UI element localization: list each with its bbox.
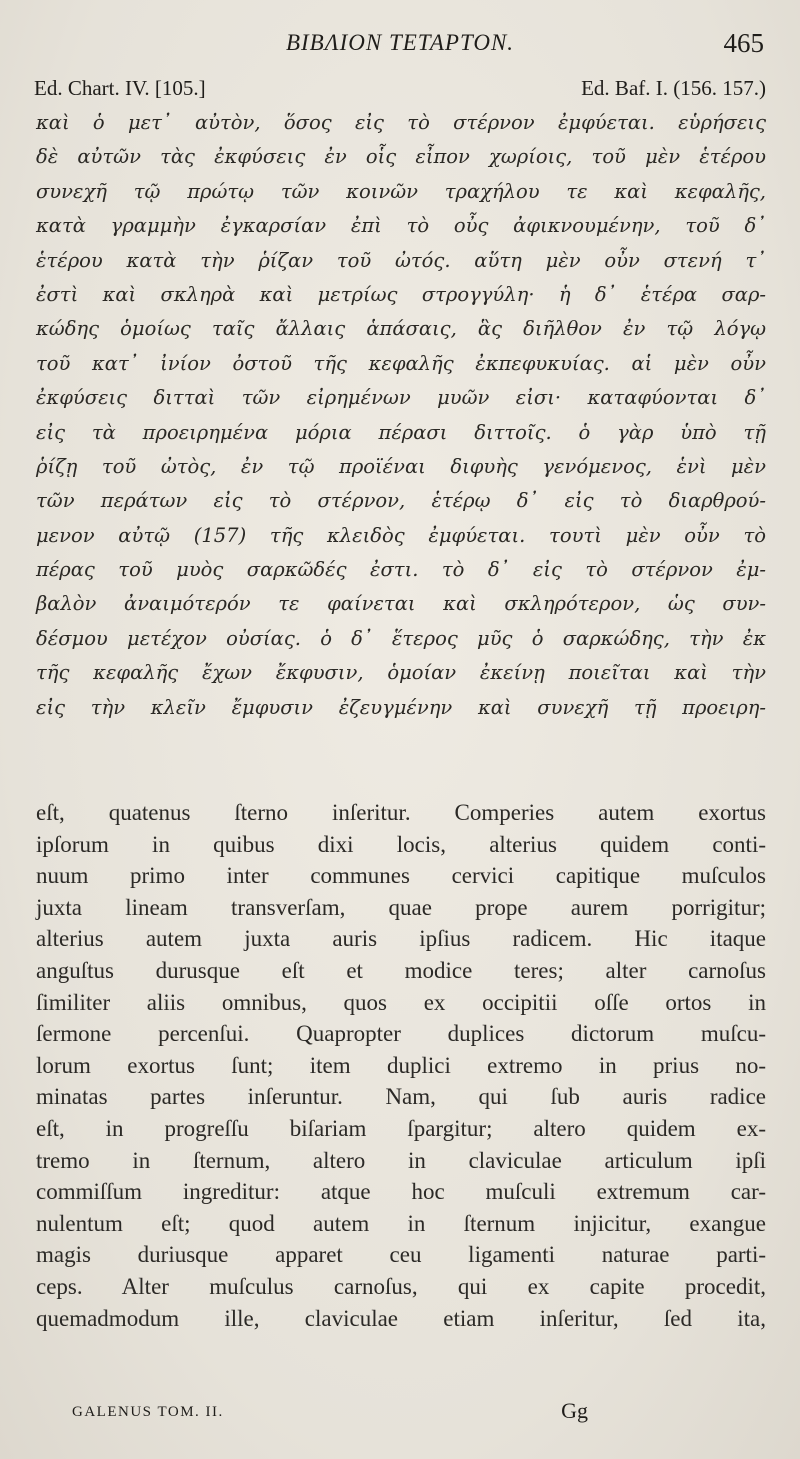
greek-text-block: [36, 106, 766, 725]
greek-text-line: βαλὸν ἀναιμότερόν τε φαίνεται καὶ σκληρότερον, ὡς συν-: [36, 592, 766, 616]
greek-text-line: εἰς τὰ προειρημένα μόρια πέρασι διττοῖς. ὁ γὰρ ὑπὸ τῇ: [36, 420, 766, 444]
greek-text-line: εἰς τὴν κλεῖν ἔμφυσιν ἐζευγμένην καὶ συνεχῆ τῇ προειρη-: [36, 695, 766, 719]
latin-text-line: juxta lineam transverſam, quae prope aurem porrigitur;: [36, 894, 766, 920]
latin-text-line: anguſtus durusque eſt et modice teres; alter carnoſus: [36, 957, 766, 983]
latin-text-line: eſt, quatenus ſterno inſeritur. Comperies autem exortus: [36, 800, 766, 825]
greek-text-line: καὶ ὁ μετ᾽ αὐτὸν, ὅσος εἰς τὸ στέρνον ἐμφύεται. εὑρήσεις: [36, 111, 766, 134]
greek-text-line: δὲ αὐτῶν τὰς ἐκφύσεις ἐν οἷς εἶπον χωρίοις, τοῦ μὲν ἑτέρου: [36, 145, 766, 169]
latin-text-line: tremo in ſternum, altero in claviculae articulum ipſi: [36, 1147, 766, 1173]
greek-text-line: ἑτέρου κατὰ τὴν ῥίζαν τοῦ ὠτός. αὕτη μὲν οὖν στενή τ᾽: [36, 248, 766, 272]
running-title: BIBΛION TETAPTON.: [285, 30, 515, 55]
greek-text-line: ἐκφύσεις διτταὶ τῶν εἰρημένων μυῶν εἰσι· καταφύονται δ᾽: [36, 386, 766, 410]
latin-text-line: ceps. Alter muſculus carnoſus, qui ex capite procedit,: [36, 1273, 766, 1299]
latin-text-block: [36, 797, 766, 1334]
latin-text-line: eſt, in progreſſu biſariam ſpargitur; altero quidem ex-: [36, 1115, 766, 1141]
greek-text-line: ἐστὶ καὶ σκληρὰ καὶ μετρίως στρογγύλη· ἡ δ᾽ ἑτέρα σαρ-: [36, 282, 766, 306]
latin-text-line: minatas partes inſeruntur. Nam, qui ſub auris radice: [36, 1084, 766, 1110]
greek-text-line: κατὰ γραμμὴν ἐγκαρσίαν ἐπὶ τὸ οὖς ἀφικνουμένην, τοῦ δ᾽: [36, 214, 766, 238]
running-head: [0, 30, 800, 64]
latin-text-line: nulentum eſt; quod autem in ſternum injicitur, exangue: [36, 1210, 766, 1236]
greek-text-line: μενον αὐτῷ (157) τῆς κλειδὸς ἐμφύεται. τουτὶ μὲν οὖν τὸ: [36, 523, 766, 547]
footer-volume-label: GALENUS TOM. II.: [72, 1404, 224, 1420]
greek-text-line: τῆς κεφαλῆς ἔχων ἔκφυσιν, ὁμοίαν ἐκείνῃ ποιεῖται καὶ τὴν: [36, 661, 766, 685]
greek-text-line: κώδης ὁμοίως ταῖς ἄλλαις ἁπάσαις, ἃς διῆλθον ἐν τῷ λόγῳ: [36, 317, 766, 341]
latin-text-line: nuum primo inter communes cervici capitique muſculos: [36, 863, 766, 889]
edition-reference-basel: Ed. Baf. I. (156. 157.): [581, 76, 766, 100]
latin-text-line: alterius autem juxta auris ipſius radicem. Hic itaque: [36, 926, 766, 952]
latin-text-line: lorum exortus ſunt; item duplici extremo in prius no-: [36, 1052, 766, 1078]
greek-text-line: τῶν περάτων εἰς τὸ στέρνον, ἑτέρῳ δ᾽ εἰς τὸ διαρθρού-: [36, 489, 766, 513]
latin-text-line: ipſorum in quibus dixi locis, alterius quidem conti-: [36, 831, 766, 857]
edition-reference-line: [34, 76, 766, 102]
latin-text-line: quemadmodum ille, claviculae etiam inſeritur, ſed ita,: [36, 1305, 766, 1331]
latin-text-line: magis duriusque apparet ceu ligamenti naturae parti-: [36, 1242, 766, 1268]
greek-text-line: τοῦ κατ᾽ ἰνίον ὀστοῦ τῆς κεφαλῆς ἐκπεφυκυίας. αἱ μὲν οὖν: [36, 351, 766, 375]
latin-text-line: ſimiliter aliis omnibus, quos ex occipitii oſſe ortos in: [36, 989, 766, 1015]
greek-text-line: δέσμου μετέχον οὐσίας. ὁ δ᾽ ἕτερος μῦς ὁ σαρκώδης, τὴν ἐκ: [36, 626, 766, 650]
greek-text-line: πέρας τοῦ μυὸς σαρκῶδές ἐστι. τὸ δ᾽ εἰς τὸ στέρνον ἐμ-: [36, 558, 766, 582]
greek-text-line: ῥίζῃ τοῦ ὠτὸς, ἐν τῷ προϊέναι διφυὴς γενόμενος, ἑνὶ μὲν: [36, 454, 766, 478]
footer-signature-line: [72, 1400, 588, 1428]
latin-text-line: ſermone percenſui. Quapropter duplices dictorum muſcu-: [36, 1021, 766, 1047]
edition-reference-chartier: Ed. Chart. IV. [105.]: [34, 76, 206, 100]
printer-signature-mark: Gg: [561, 1398, 588, 1423]
page-number: 465: [723, 28, 764, 58]
greek-text-line: συνεχῆ τῷ πρώτῳ τῶν κοινῶν τραχήλου τε καὶ κεφαλῆς,: [36, 179, 766, 203]
latin-text-line: commiſſum ingreditur: atque hoc muſculi extremum car-: [36, 1179, 766, 1205]
